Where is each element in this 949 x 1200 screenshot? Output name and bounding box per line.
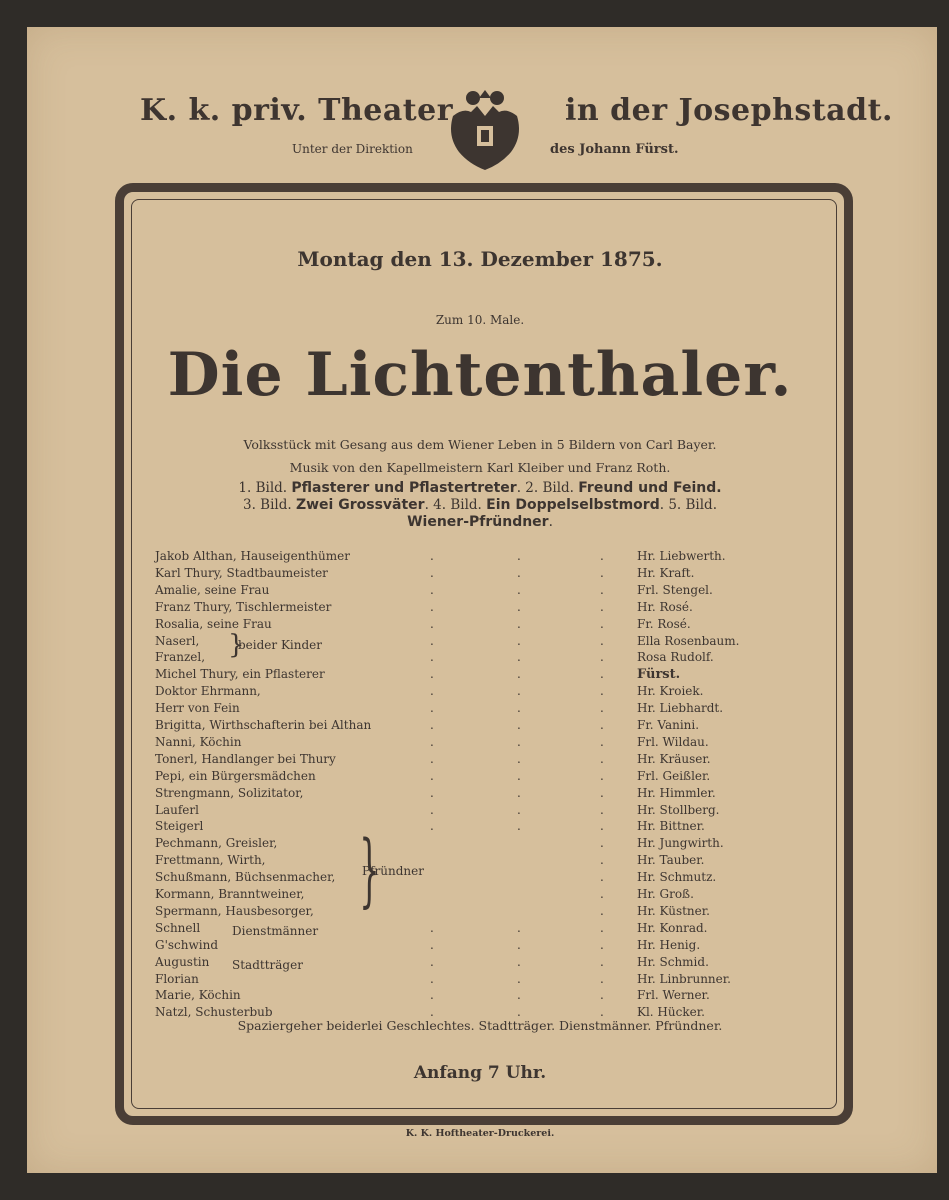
- cast-row: [155, 869, 815, 886]
- cast-row: [155, 835, 815, 852]
- leader-dot: .: [430, 565, 434, 580]
- leader-dot: .: [517, 988, 521, 1003]
- play-description: Volksstück mit Gesang aus dem Wiener Leben in 5 Bildern von Carl Bayer.: [243, 437, 717, 452]
- leader-dot: .: [600, 582, 604, 597]
- cast-row: [155, 768, 815, 785]
- scene-name: Zwei Grossväter: [295, 497, 425, 513]
- leader-dot: .: [430, 1005, 434, 1020]
- leader-dot: .: [517, 599, 521, 614]
- cast-role: Karl Thury, Stadtbaumeister: [155, 565, 328, 580]
- leader-dot: .: [600, 819, 604, 834]
- leader-dot: .: [430, 549, 434, 563]
- leader-dot: .: [600, 853, 604, 868]
- leader-dot: .: [517, 667, 521, 682]
- scene-name: Pflasterer und Pflastertreter: [291, 480, 517, 496]
- leader-dot: .: [430, 650, 434, 665]
- cast-role: Doktor Ehrmann,: [155, 684, 261, 699]
- cast-role: Marie, Köchin: [155, 988, 241, 1003]
- leader-dot: .: [600, 988, 604, 1003]
- leader-dot: .: [430, 920, 434, 935]
- cast-role: Franz Thury, Tischlermeister: [155, 599, 332, 614]
- extras-line: Spaziergeher beiderlei Geschlechtes. Stadtträger. Dienstmänner. Pfründner.: [237, 1018, 723, 1033]
- cast-role: G'schwind: [155, 937, 219, 952]
- cast-row: [155, 599, 815, 616]
- leader-dot: .: [517, 734, 521, 749]
- cast-row: [155, 616, 815, 633]
- leader-dot: .: [600, 768, 604, 783]
- leader-dot: .: [430, 667, 434, 682]
- scene-name: Ein Doppelselbstmord: [486, 497, 660, 513]
- cast-actor: Hr. Groß.: [637, 887, 694, 901]
- leader-dot: .: [430, 785, 434, 800]
- cast-actor: Kl. Hücker.: [637, 1005, 705, 1020]
- leader-dot: .: [430, 582, 434, 597]
- cast-role: Augustin: [155, 954, 210, 969]
- cast-role: Franzel,: [155, 650, 206, 665]
- cast-role: Amalie, seine Frau: [155, 582, 270, 597]
- leader-dot: .: [600, 734, 604, 749]
- cast-role: Jakob Althan, Hauseigenthümer: [155, 549, 350, 563]
- leader-dot: .: [430, 751, 434, 766]
- play-title: Die Lichtenthaler.: [167, 340, 793, 410]
- cast-role: Tonerl, Handlanger bei Thury: [155, 751, 336, 766]
- leader-dot: .: [600, 565, 604, 580]
- cast-actor: Hr. Kräuser.: [637, 751, 711, 766]
- scene-name: Wiener-Pfründner: [407, 514, 549, 530]
- scene-number: 2. Bild.: [525, 480, 574, 496]
- cast-row: [155, 852, 815, 869]
- scene-number: 1. Bild.: [238, 480, 288, 496]
- leader-dot: .: [600, 937, 604, 952]
- leader-dot: .: [600, 903, 604, 918]
- leader-dot: .: [517, 751, 521, 766]
- leader-dot: .: [430, 684, 434, 699]
- leader-dot: .: [430, 971, 434, 986]
- cast-row: [155, 971, 815, 988]
- cast-actor: Hr. Schmutz.: [637, 870, 717, 885]
- cast-row: [155, 751, 815, 768]
- leader-dot: .: [430, 768, 434, 783]
- cast-role: Natzl, Schusterbub: [155, 1005, 273, 1020]
- cast-actor: Hr. Liebwerth.: [637, 549, 726, 563]
- performance-count: Zum 10. Male.: [435, 313, 525, 327]
- leader-dot: .: [517, 1005, 521, 1020]
- theater-name-right: in der Josephstadt.: [565, 93, 893, 128]
- director-name: des Johann Fürst.: [550, 142, 679, 157]
- cast-actor: Hr. Küstner.: [637, 903, 710, 918]
- cast-row: [155, 548, 815, 565]
- cast-actor: Fürst.: [637, 667, 681, 683]
- leader-dot: .: [517, 971, 521, 986]
- leader-dot: .: [430, 616, 434, 631]
- leader-dot: .: [600, 751, 604, 766]
- scene-list: 1. Bild. Pflasterer und Pflastertreter. 2. Bild. Freund und Feind. 3. Bild. Zwei Grossväter. 4. Bild. Ein Doppelselbstmord. 5. Bild. Wiener-Pfründner.: [238, 480, 722, 530]
- leader-dot: .: [430, 734, 434, 749]
- cast-actor: Hr. Konrad.: [637, 920, 708, 935]
- cast-actor: Frl. Werner.: [637, 988, 710, 1003]
- cast-actor: Hr. Kraft.: [637, 565, 695, 580]
- cast-row: [155, 734, 815, 751]
- music-credits: Musik von den Kapellmeistern Karl Kleiber und Franz Roth.: [289, 460, 671, 475]
- cast-actor: Hr. Bittner.: [637, 819, 705, 834]
- cast-actor: Frl. Stengel.: [637, 582, 713, 597]
- leader-dot: .: [600, 684, 604, 699]
- performance-date: Montag den 13. Dezember 1875.: [297, 247, 663, 271]
- leader-dot: .: [430, 937, 434, 952]
- leader-dot: .: [600, 836, 604, 851]
- leader-dot: .: [517, 616, 521, 631]
- leader-dot: .: [600, 633, 604, 648]
- cast-actor: Rosa Rudolf.: [637, 650, 714, 665]
- group-label-children: beider Kinder: [238, 638, 323, 652]
- leader-dot: .: [600, 785, 604, 800]
- cast-actor: Fr. Rosé.: [637, 616, 691, 631]
- leader-dot: .: [517, 802, 521, 817]
- cast-role: Michel Thury, ein Pflasterer: [155, 667, 325, 682]
- leader-dot: .: [430, 802, 434, 817]
- cast-row: [155, 987, 815, 1004]
- printer-credit: K. K. Hoftheater-Druckerei.: [405, 1128, 555, 1139]
- leader-dot: .: [430, 599, 434, 614]
- leader-dot: .: [517, 768, 521, 783]
- scene-name: Freund und Feind.: [578, 480, 722, 496]
- leader-dot: .: [430, 701, 434, 716]
- leader-dot: .: [430, 819, 434, 834]
- leader-dot: .: [517, 718, 521, 732]
- cast-actor: Fr. Vanini.: [637, 718, 700, 732]
- cast-row: [155, 717, 815, 734]
- cast-row: [155, 785, 815, 802]
- group-label-dienstmaenner: Dienstmänner: [232, 924, 319, 938]
- scene-number: 4. Bild.: [433, 497, 482, 513]
- cast-row: [155, 666, 815, 683]
- cast-actor: Hr. Henig.: [637, 937, 701, 952]
- leader-dot: .: [600, 650, 604, 665]
- cast-role: Frettmann, Wirth,: [155, 853, 266, 868]
- cast-actor: Hr. Tauber.: [637, 853, 705, 868]
- cast-actor: Hr. Liebhardt.: [637, 701, 724, 716]
- scene-number: 3. Bild.: [243, 497, 292, 513]
- cast-row: [155, 565, 815, 582]
- cast-actor: Ella Rosenbaum.: [637, 633, 740, 648]
- leader-dot: .: [600, 802, 604, 817]
- cast-role: Brigitta, Wirthschafterin bei Althan: [155, 718, 372, 732]
- cast-role: Pechmann, Greisler,: [155, 836, 278, 851]
- leader-dot: .: [517, 701, 521, 716]
- leader-dot: .: [517, 954, 521, 969]
- brace-icon: }: [228, 630, 245, 660]
- cast-actor: Hr. Rosé.: [637, 599, 693, 614]
- brace-icon: }: [359, 823, 380, 916]
- leader-dot: .: [430, 633, 434, 648]
- cast-actor: Hr. Himmler.: [637, 785, 716, 800]
- leader-dot: .: [600, 549, 604, 563]
- leader-dot: .: [430, 988, 434, 1003]
- leader-dot: .: [517, 582, 521, 597]
- cast-role: Schußmann, Büchsenmacher,: [155, 870, 336, 885]
- scene-number: 5. Bild.: [668, 497, 717, 513]
- cast-actor: Frl. Wildau.: [637, 734, 709, 749]
- leader-dot: .: [600, 599, 604, 614]
- leader-dot: .: [600, 701, 604, 716]
- leader-dot: .: [430, 954, 434, 969]
- leader-dot: .: [600, 1005, 604, 1020]
- leader-dot: .: [600, 920, 604, 935]
- cast-role: Spermann, Hausbesorger,: [155, 903, 314, 918]
- cast-role: Kormann, Branntweiner,: [155, 887, 305, 901]
- leader-dot: .: [600, 887, 604, 901]
- leader-dot: .: [517, 565, 521, 580]
- leader-dot: .: [517, 549, 521, 563]
- cast-role: Strengmann, Solizitator,: [155, 785, 304, 800]
- cast-actor: Hr. Kroiek.: [637, 684, 704, 699]
- cast-row: [155, 582, 815, 599]
- cast-role: Naserl,: [155, 633, 200, 648]
- leader-dot: .: [600, 954, 604, 969]
- cast-row: [155, 937, 815, 954]
- leader-dot: .: [600, 870, 604, 885]
- direction-label: Unter der Direktion: [292, 142, 413, 156]
- cast-role: Steigerl: [155, 819, 204, 834]
- start-time: Anfang 7 Uhr.: [413, 1063, 547, 1083]
- cast-row: [155, 683, 815, 700]
- cast-actor: Hr. Linbrunner.: [637, 971, 731, 986]
- cast-row: [155, 700, 815, 717]
- cast-role: Herr von Fein: [155, 701, 240, 716]
- cast-role: Nanni, Köchin: [155, 734, 242, 749]
- group-label-pfruendner: Pfründner: [362, 864, 424, 878]
- cast-row: [155, 903, 815, 920]
- leader-dot: .: [517, 684, 521, 699]
- leader-dot: .: [600, 718, 604, 732]
- cast-role: Florian: [155, 971, 199, 986]
- leader-dot: .: [600, 616, 604, 631]
- theater-name-left: K. k. priv. Theater: [140, 93, 454, 128]
- cast-row: [155, 886, 815, 903]
- cast-actor: Hr. Jungwirth.: [637, 836, 724, 851]
- cast-row: [155, 802, 815, 819]
- cast-actor: Hr. Stollberg.: [637, 802, 720, 817]
- cast-role: Rosalia, seine Frau: [155, 616, 272, 631]
- leader-dot: .: [600, 667, 604, 682]
- leader-dot: .: [600, 971, 604, 986]
- leader-dot: .: [517, 785, 521, 800]
- double-headed-eagle-icon: [443, 86, 527, 172]
- cast-row: [155, 818, 815, 835]
- cast-role: Schnell: [155, 920, 201, 935]
- cast-actor: Frl. Geißler.: [637, 768, 711, 783]
- group-label-stadttraeger: Stadtträger: [232, 958, 303, 972]
- leader-dot: .: [517, 937, 521, 952]
- leader-dot: .: [517, 920, 521, 935]
- leader-dot: .: [517, 819, 521, 834]
- leader-dot: .: [517, 650, 521, 665]
- cast-role: Pepi, ein Bürgersmädchen: [155, 768, 316, 783]
- cast-actor: Hr. Schmid.: [637, 954, 709, 969]
- leader-dot: .: [430, 718, 434, 732]
- leader-dot: .: [517, 633, 521, 648]
- cast-role: Lauferl: [155, 802, 199, 817]
